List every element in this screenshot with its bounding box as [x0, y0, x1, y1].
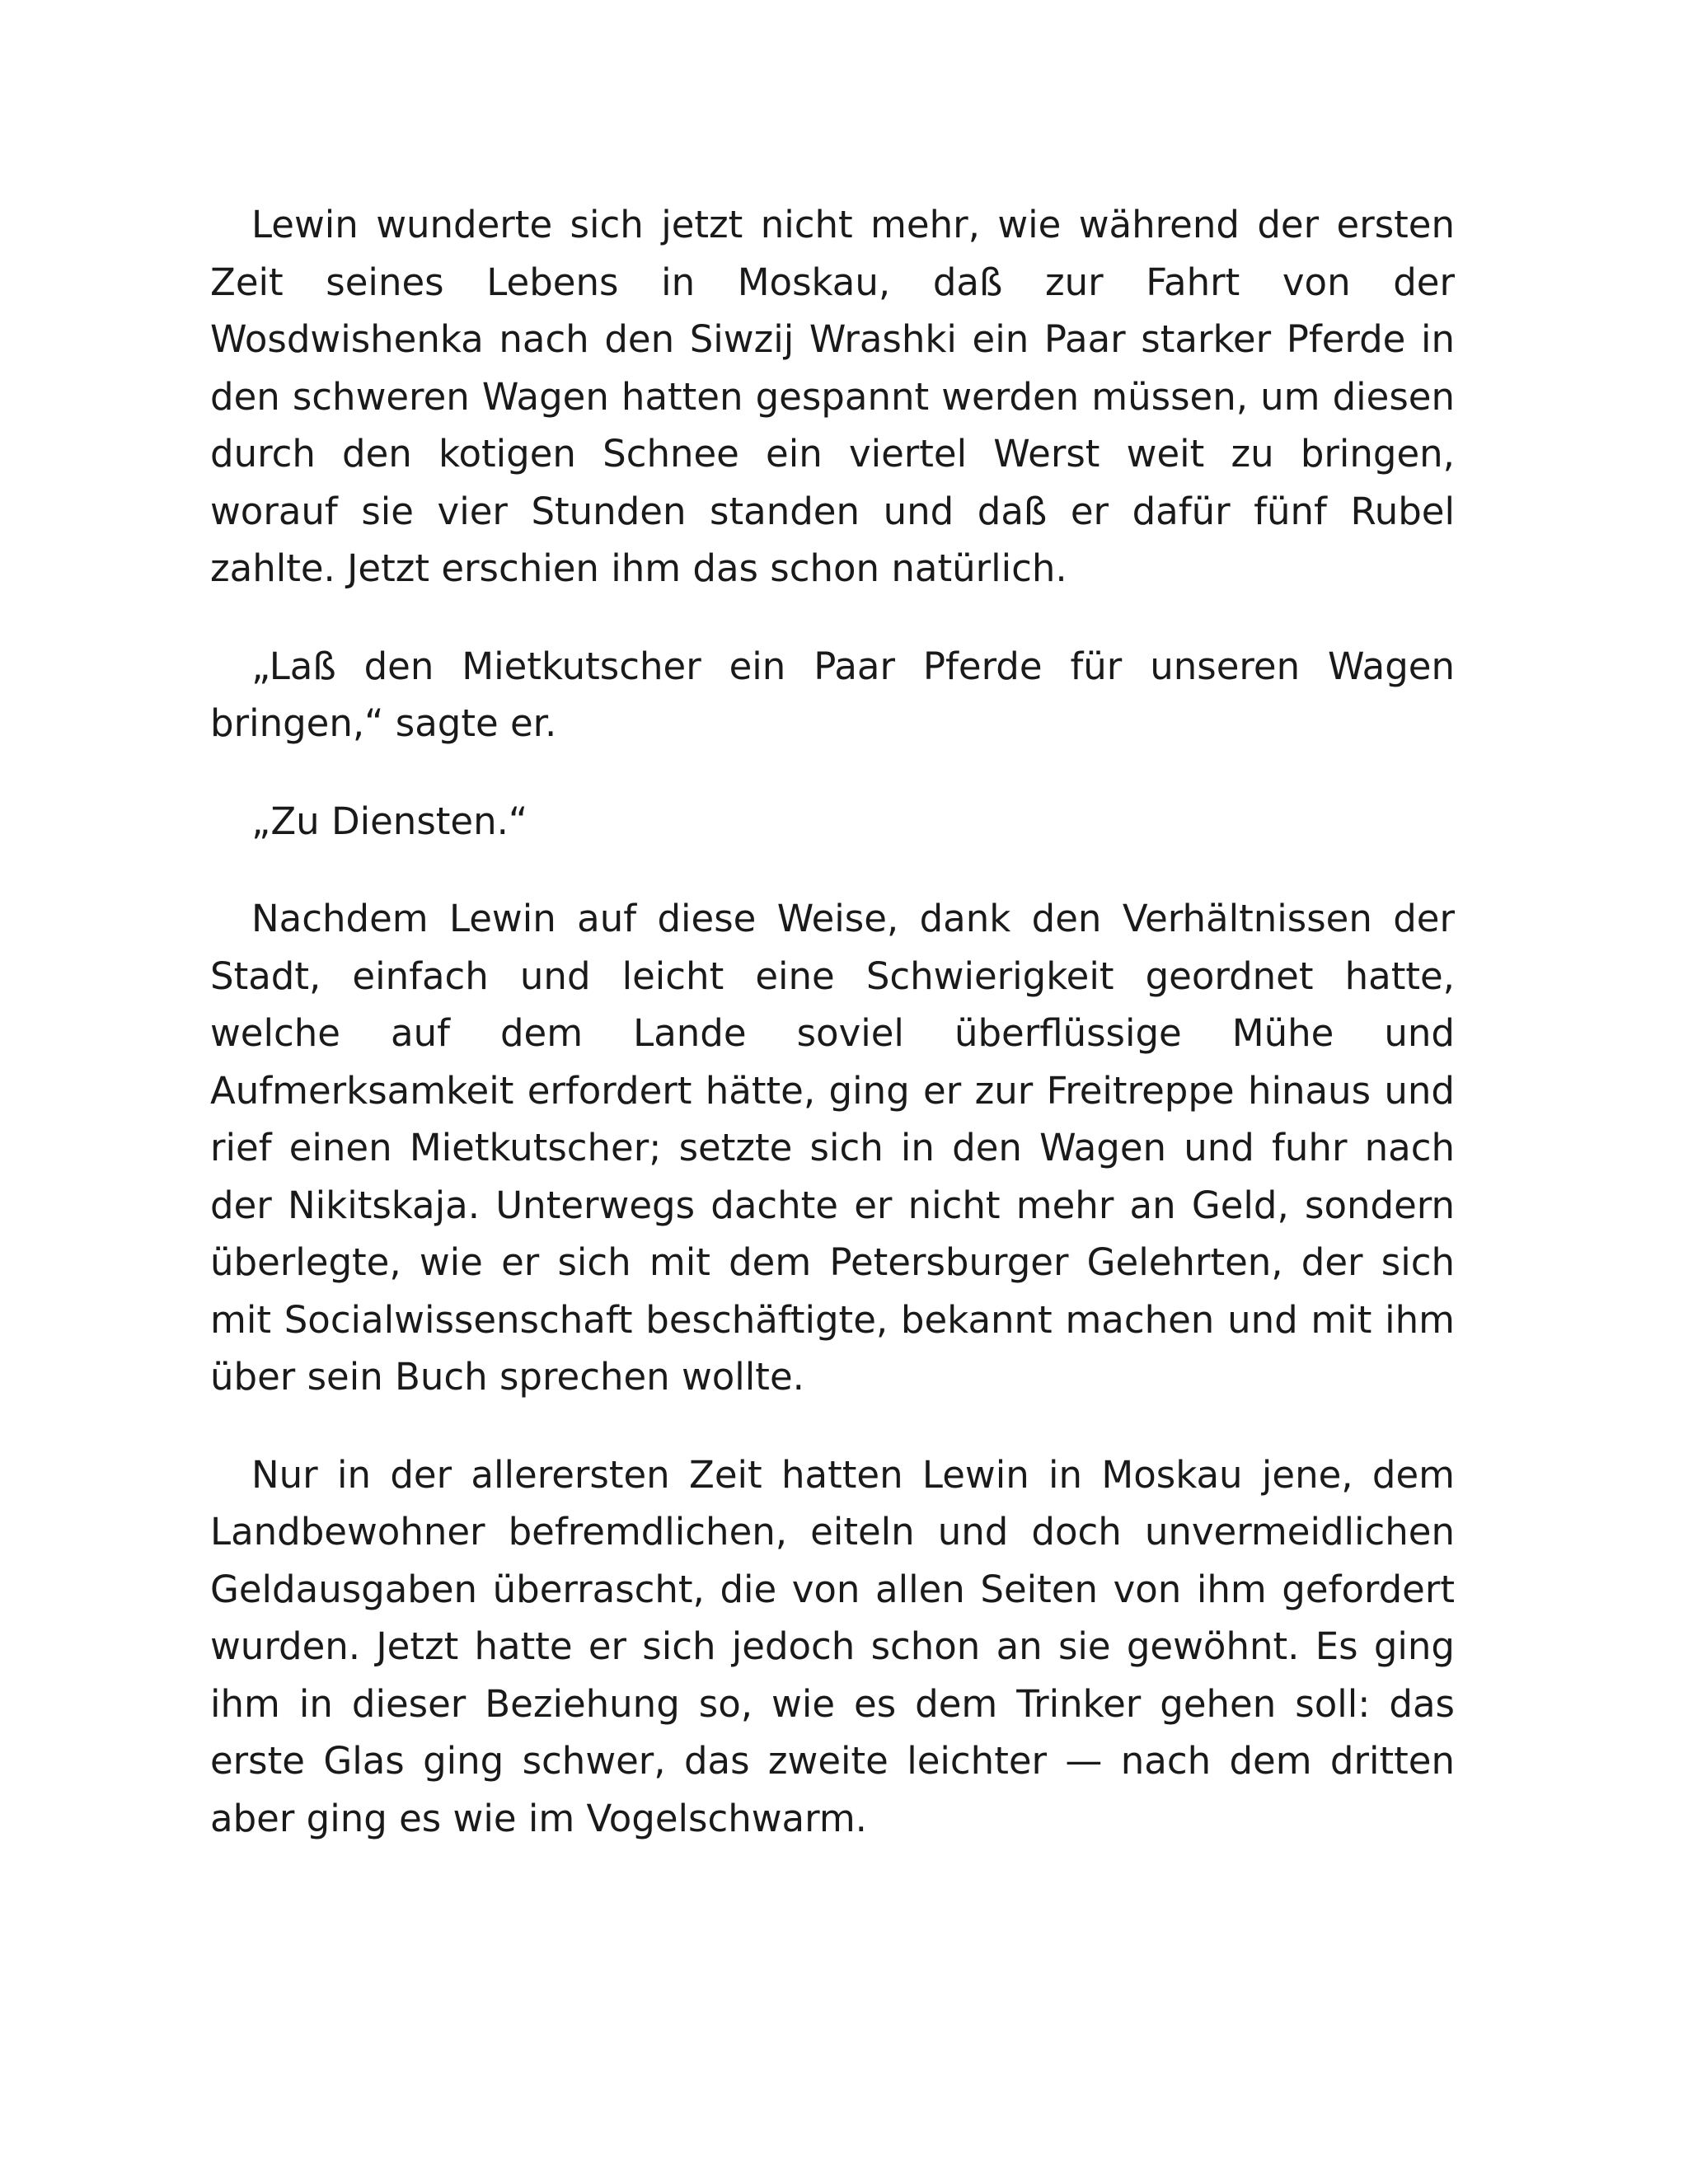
paragraph: Nur in der allerersten Zeit hatten Lewin in Moskau jene, dem Landbewohner befremdlichen, eiteln und doch unvermeidlichen Geldausgaben überrascht, die von allen Seiten von ihm gefordert wurden. Jetzt hatte er sich jedoch schon an sie gewöhnt. Es ging ihm in dieser Beziehung so, wie es dem Trinker gehen soll: das erste Glas ging schwer, das zweite leichter — nach dem dritten aber ging es wie im Vogelschwarm. [210, 1452, 1455, 1840]
paragraph: Nachdem Lewin auf diese Weise, dank den Verhältnissen der Stadt, einfach und leicht eine Schwierigkeit geordnet hatte, welche auf dem Lande soviel überflüssige Mühe und Aufmerksamkeit erfordert hätte, ging er zur Freitreppe hinaus und rief einen Mietkutscher; setzte sich in den Wagen und fuhr nach der Nikitskaja. Unterwegs dachte er nicht mehr an Geld, sondern überlegte, wie er sich mit dem Petersburger Gelehrten, der sich mit Socialwissenschaft beschäftigte, bekannt machen und mit ihm über sein Buch sprechen wollte. [210, 897, 1455, 1399]
paragraph: „Laß den Mietkutscher ein Paar Pferde für unseren Wagen bringen,“ sagte er. [210, 644, 1455, 745]
paragraph: „Zu Diensten.“ [251, 799, 528, 843]
body-text [210, 196, 1455, 1887]
paragraph: Lewin wunderte sich jetzt nicht mehr, wie während der ersten Zeit seines Lebens in Moskau, daß zur Fahrt von der Wosdwishenka nach den Siwzij Wrashki ein Paar starker Pferde in den schweren Wagen hatten gespannt werden müssen, um diesen durch den kotigen Schnee ein viertel Werst weit zu bringen, worauf sie vier Stunden standen und daß er dafür fünf Rubel zahlte. Jetzt erschien ihm das schon natürlich. [210, 203, 1455, 590]
